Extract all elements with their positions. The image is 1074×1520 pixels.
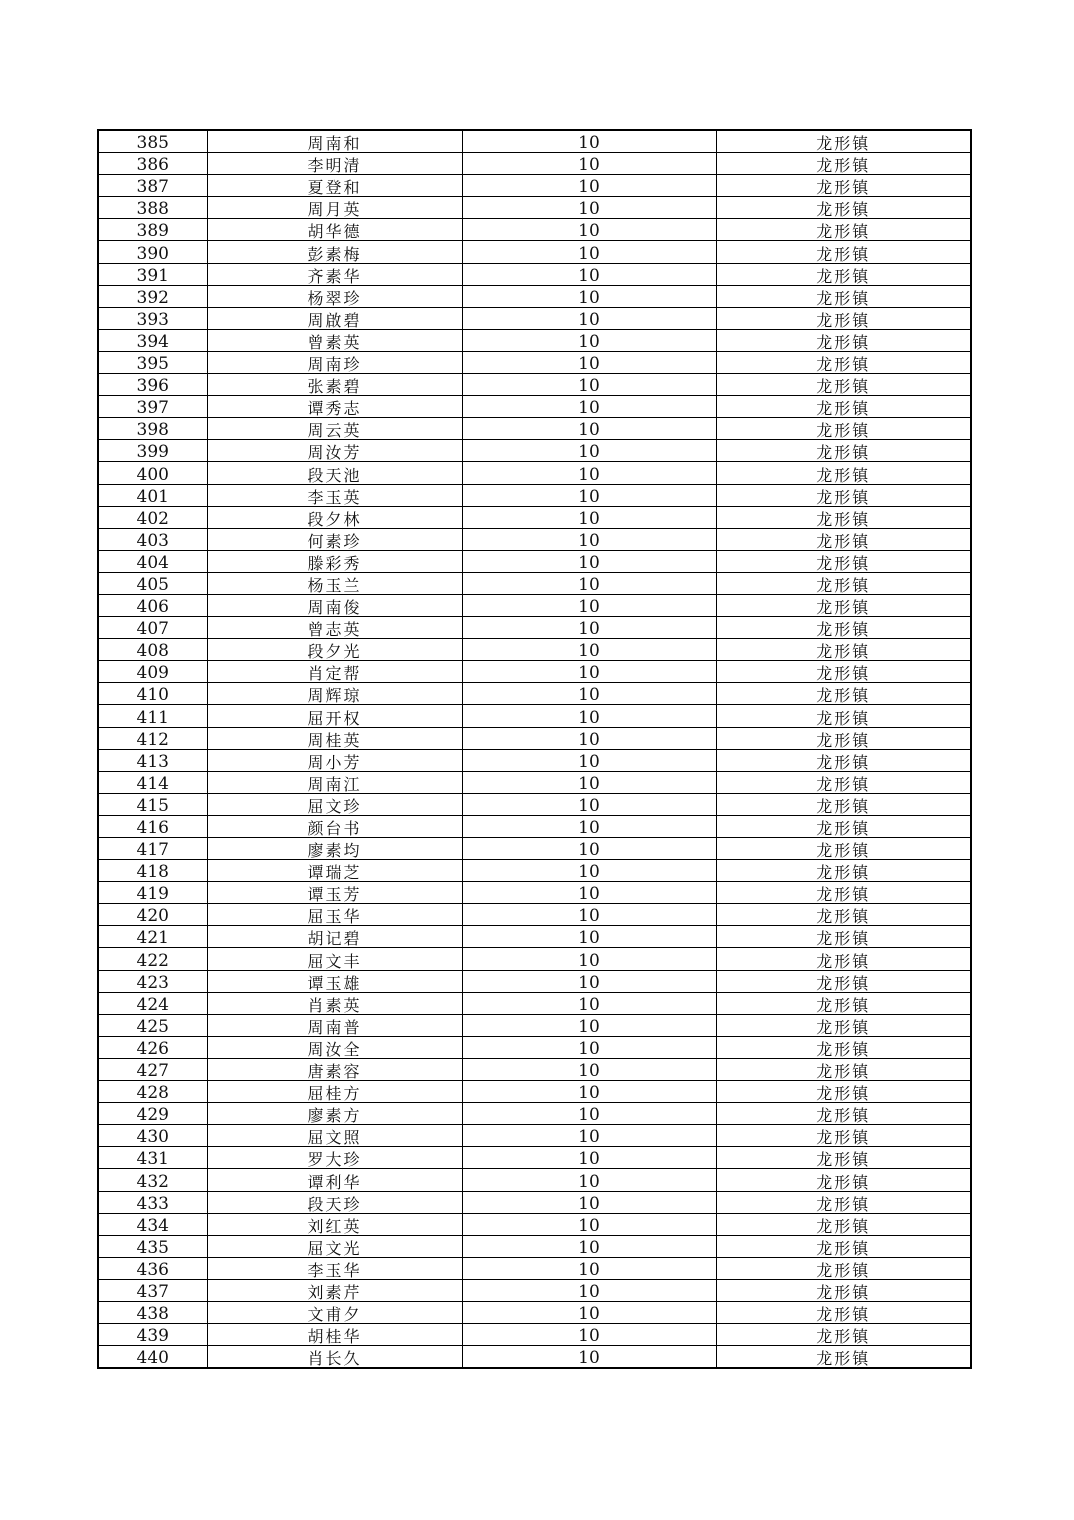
person-name-cell: 杨翠珍 <box>207 285 462 307</box>
table-row <box>98 1279 971 1301</box>
town-cell: 龙形镇 <box>716 197 971 219</box>
amount-cell: 10 <box>462 727 716 749</box>
person-name-cell: 罗大珍 <box>207 1147 462 1169</box>
town-cell: 龙形镇 <box>716 1213 971 1235</box>
person-name-cell: 文甫夕 <box>207 1301 462 1323</box>
amount-cell: 10 <box>462 793 716 815</box>
row-number-cell: 436 <box>98 1257 207 1279</box>
row-number-cell: 396 <box>98 374 207 396</box>
town-cell: 龙形镇 <box>716 285 971 307</box>
table-row <box>98 1301 971 1323</box>
town-cell: 龙形镇 <box>716 882 971 904</box>
table-row <box>98 1324 971 1346</box>
person-name-cell: 段天珍 <box>207 1191 462 1213</box>
row-number-cell: 404 <box>98 550 207 572</box>
person-name-cell: 唐素容 <box>207 1058 462 1080</box>
table-row <box>98 1103 971 1125</box>
amount-cell: 10 <box>462 307 716 329</box>
row-number-cell: 386 <box>98 153 207 175</box>
table-row <box>98 241 971 263</box>
person-name-cell: 刘素芹 <box>207 1279 462 1301</box>
amount-cell: 10 <box>462 882 716 904</box>
amount-cell: 10 <box>462 528 716 550</box>
town-cell: 龙形镇 <box>716 926 971 948</box>
table-row <box>98 130 971 153</box>
person-name-cell: 屈文照 <box>207 1125 462 1147</box>
amount-cell: 10 <box>462 617 716 639</box>
town-cell: 龙形镇 <box>716 1036 971 1058</box>
row-number-cell: 402 <box>98 506 207 528</box>
row-number-cell: 420 <box>98 904 207 926</box>
table-row <box>98 1058 971 1080</box>
amount-cell: 10 <box>462 749 716 771</box>
town-cell: 龙形镇 <box>716 838 971 860</box>
person-name-cell: 周小芳 <box>207 749 462 771</box>
table-row <box>98 727 971 749</box>
table-row <box>98 1147 971 1169</box>
table-row <box>98 926 971 948</box>
row-number-cell: 418 <box>98 860 207 882</box>
table-row <box>98 882 971 904</box>
table-row <box>98 815 971 837</box>
row-number-cell: 401 <box>98 484 207 506</box>
amount-cell: 10 <box>462 838 716 860</box>
amount-cell: 10 <box>462 948 716 970</box>
town-cell: 龙形镇 <box>716 219 971 241</box>
amount-cell: 10 <box>462 1147 716 1169</box>
town-cell: 龙形镇 <box>716 639 971 661</box>
person-name-cell: 颜台书 <box>207 815 462 837</box>
table-row <box>98 374 971 396</box>
row-number-cell: 390 <box>98 241 207 263</box>
table-row <box>98 418 971 440</box>
person-name-cell: 张素碧 <box>207 374 462 396</box>
person-name-cell: 曾志英 <box>207 617 462 639</box>
table-row <box>98 175 971 197</box>
amount-cell: 10 <box>462 484 716 506</box>
person-name-cell: 肖素英 <box>207 992 462 1014</box>
row-number-cell: 438 <box>98 1301 207 1323</box>
person-name-cell: 廖素方 <box>207 1103 462 1125</box>
row-number-cell: 427 <box>98 1058 207 1080</box>
table-row <box>98 904 971 926</box>
person-name-cell: 谭瑞芝 <box>207 860 462 882</box>
table-row <box>98 1169 971 1191</box>
row-number-cell: 437 <box>98 1279 207 1301</box>
town-cell: 龙形镇 <box>716 1346 971 1369</box>
table-row <box>98 970 971 992</box>
amount-cell: 10 <box>462 904 716 926</box>
amount-cell: 10 <box>462 1103 716 1125</box>
table-row <box>98 528 971 550</box>
town-cell: 龙形镇 <box>716 749 971 771</box>
town-cell: 龙形镇 <box>716 1235 971 1257</box>
town-cell: 龙形镇 <box>716 1301 971 1323</box>
row-number-cell: 395 <box>98 351 207 373</box>
town-cell: 龙形镇 <box>716 1169 971 1191</box>
town-cell: 龙形镇 <box>716 462 971 484</box>
person-name-cell: 何素珍 <box>207 528 462 550</box>
table-row <box>98 1125 971 1147</box>
town-cell: 龙形镇 <box>716 175 971 197</box>
row-number-cell: 430 <box>98 1125 207 1147</box>
row-number-cell: 403 <box>98 528 207 550</box>
amount-cell: 10 <box>462 175 716 197</box>
row-number-cell: 385 <box>98 130 207 153</box>
person-name-cell: 段天池 <box>207 462 462 484</box>
town-cell: 龙形镇 <box>716 815 971 837</box>
amount-cell: 10 <box>462 1036 716 1058</box>
amount-cell: 10 <box>462 661 716 683</box>
amount-cell: 10 <box>462 594 716 616</box>
table-row <box>98 617 971 639</box>
table-row <box>98 683 971 705</box>
row-number-cell: 412 <box>98 727 207 749</box>
table-row <box>98 197 971 219</box>
table-row <box>98 594 971 616</box>
amount-cell: 10 <box>462 1324 716 1346</box>
person-name-cell: 周南珍 <box>207 351 462 373</box>
row-number-cell: 398 <box>98 418 207 440</box>
person-name-cell: 彭素梅 <box>207 241 462 263</box>
table-row <box>98 1235 971 1257</box>
amount-cell: 10 <box>462 241 716 263</box>
person-name-cell: 谭利华 <box>207 1169 462 1191</box>
row-number-cell: 426 <box>98 1036 207 1058</box>
row-number-cell: 414 <box>98 771 207 793</box>
amount-cell: 10 <box>462 1191 716 1213</box>
table-row <box>98 329 971 351</box>
row-number-cell: 433 <box>98 1191 207 1213</box>
table-row <box>98 838 971 860</box>
row-number-cell: 422 <box>98 948 207 970</box>
row-number-cell: 400 <box>98 462 207 484</box>
row-number-cell: 387 <box>98 175 207 197</box>
town-cell: 龙形镇 <box>716 793 971 815</box>
row-number-cell: 391 <box>98 263 207 285</box>
row-number-cell: 411 <box>98 705 207 727</box>
row-number-cell: 439 <box>98 1324 207 1346</box>
table-row <box>98 219 971 241</box>
table-row <box>98 992 971 1014</box>
table-row <box>98 1213 971 1235</box>
town-cell: 龙形镇 <box>716 1103 971 1125</box>
person-name-cell: 李明清 <box>207 153 462 175</box>
town-cell: 龙形镇 <box>716 130 971 153</box>
person-name-cell: 段夕林 <box>207 506 462 528</box>
table-row <box>98 1346 971 1369</box>
row-number-cell: 389 <box>98 219 207 241</box>
person-name-cell: 周南江 <box>207 771 462 793</box>
row-number-cell: 424 <box>98 992 207 1014</box>
amount-cell: 10 <box>462 130 716 153</box>
person-name-cell: 周南和 <box>207 130 462 153</box>
amount-cell: 10 <box>462 329 716 351</box>
table-row <box>98 1257 971 1279</box>
amount-cell: 10 <box>462 396 716 418</box>
town-cell: 龙形镇 <box>716 263 971 285</box>
table-row <box>98 860 971 882</box>
amount-cell: 10 <box>462 1014 716 1036</box>
person-name-cell: 谭秀志 <box>207 396 462 418</box>
amount-cell: 10 <box>462 219 716 241</box>
person-name-cell: 齐素华 <box>207 263 462 285</box>
amount-cell: 10 <box>462 926 716 948</box>
row-number-cell: 397 <box>98 396 207 418</box>
person-name-cell: 周辉琼 <box>207 683 462 705</box>
row-number-cell: 399 <box>98 440 207 462</box>
row-number-cell: 417 <box>98 838 207 860</box>
table-row <box>98 948 971 970</box>
person-name-cell: 周云英 <box>207 418 462 440</box>
amount-cell: 10 <box>462 1346 716 1369</box>
town-cell: 龙形镇 <box>716 484 971 506</box>
town-cell: 龙形镇 <box>716 1014 971 1036</box>
amount-cell: 10 <box>462 860 716 882</box>
person-name-cell: 屈玉华 <box>207 904 462 926</box>
amount-cell: 10 <box>462 1279 716 1301</box>
person-name-cell: 周啟碧 <box>207 307 462 329</box>
person-name-cell: 屈文丰 <box>207 948 462 970</box>
person-name-cell: 滕彩秀 <box>207 550 462 572</box>
town-cell: 龙形镇 <box>716 948 971 970</box>
person-name-cell: 李玉英 <box>207 484 462 506</box>
amount-cell: 10 <box>462 683 716 705</box>
amount-cell: 10 <box>462 1125 716 1147</box>
table-row <box>98 1036 971 1058</box>
town-cell: 龙形镇 <box>716 1147 971 1169</box>
town-cell: 龙形镇 <box>716 860 971 882</box>
town-cell: 龙形镇 <box>716 683 971 705</box>
table-row <box>98 771 971 793</box>
row-number-cell: 388 <box>98 197 207 219</box>
amount-cell: 10 <box>462 440 716 462</box>
person-name-cell: 周月英 <box>207 197 462 219</box>
town-cell: 龙形镇 <box>716 153 971 175</box>
town-cell: 龙形镇 <box>716 727 971 749</box>
roster-table-body <box>98 130 971 1368</box>
row-number-cell: 393 <box>98 307 207 329</box>
amount-cell: 10 <box>462 285 716 307</box>
town-cell: 龙形镇 <box>716 528 971 550</box>
row-number-cell: 428 <box>98 1081 207 1103</box>
row-number-cell: 410 <box>98 683 207 705</box>
roster-table <box>97 129 972 1369</box>
person-name-cell: 周汝全 <box>207 1036 462 1058</box>
town-cell: 龙形镇 <box>716 440 971 462</box>
person-name-cell: 段夕光 <box>207 639 462 661</box>
table-row <box>98 661 971 683</box>
row-number-cell: 440 <box>98 1346 207 1369</box>
town-cell: 龙形镇 <box>716 351 971 373</box>
town-cell: 龙形镇 <box>716 572 971 594</box>
town-cell: 龙形镇 <box>716 307 971 329</box>
person-name-cell: 谭玉芳 <box>207 882 462 904</box>
person-name-cell: 肖定帮 <box>207 661 462 683</box>
row-number-cell: 406 <box>98 594 207 616</box>
person-name-cell: 刘红英 <box>207 1213 462 1235</box>
row-number-cell: 429 <box>98 1103 207 1125</box>
person-name-cell: 胡华德 <box>207 219 462 241</box>
row-number-cell: 425 <box>98 1014 207 1036</box>
person-name-cell: 周南普 <box>207 1014 462 1036</box>
amount-cell: 10 <box>462 1058 716 1080</box>
town-cell: 龙形镇 <box>716 1058 971 1080</box>
amount-cell: 10 <box>462 374 716 396</box>
amount-cell: 10 <box>462 153 716 175</box>
amount-cell: 10 <box>462 462 716 484</box>
town-cell: 龙形镇 <box>716 992 971 1014</box>
town-cell: 龙形镇 <box>716 241 971 263</box>
row-number-cell: 407 <box>98 617 207 639</box>
person-name-cell: 曾素英 <box>207 329 462 351</box>
table-row <box>98 1014 971 1036</box>
amount-cell: 10 <box>462 1235 716 1257</box>
amount-cell: 10 <box>462 705 716 727</box>
table-row <box>98 572 971 594</box>
table-row <box>98 793 971 815</box>
table-row <box>98 440 971 462</box>
town-cell: 龙形镇 <box>716 1191 971 1213</box>
amount-cell: 10 <box>462 550 716 572</box>
table-row <box>98 705 971 727</box>
person-name-cell: 胡记碧 <box>207 926 462 948</box>
person-name-cell: 屈开权 <box>207 705 462 727</box>
amount-cell: 10 <box>462 1169 716 1191</box>
table-row <box>98 307 971 329</box>
person-name-cell: 廖素均 <box>207 838 462 860</box>
person-name-cell: 周南俊 <box>207 594 462 616</box>
person-name-cell: 肖长久 <box>207 1346 462 1369</box>
town-cell: 龙形镇 <box>716 1324 971 1346</box>
town-cell: 龙形镇 <box>716 705 971 727</box>
town-cell: 龙形镇 <box>716 1125 971 1147</box>
town-cell: 龙形镇 <box>716 617 971 639</box>
amount-cell: 10 <box>462 506 716 528</box>
row-number-cell: 408 <box>98 639 207 661</box>
row-number-cell: 431 <box>98 1147 207 1169</box>
table-row <box>98 1081 971 1103</box>
amount-cell: 10 <box>462 572 716 594</box>
amount-cell: 10 <box>462 263 716 285</box>
town-cell: 龙形镇 <box>716 374 971 396</box>
row-number-cell: 392 <box>98 285 207 307</box>
town-cell: 龙形镇 <box>716 329 971 351</box>
person-name-cell: 周汝芳 <box>207 440 462 462</box>
town-cell: 龙形镇 <box>716 418 971 440</box>
row-number-cell: 413 <box>98 749 207 771</box>
amount-cell: 10 <box>462 771 716 793</box>
amount-cell: 10 <box>462 1213 716 1235</box>
row-number-cell: 394 <box>98 329 207 351</box>
table-row <box>98 351 971 373</box>
table-row <box>98 1191 971 1213</box>
town-cell: 龙形镇 <box>716 771 971 793</box>
town-cell: 龙形镇 <box>716 550 971 572</box>
town-cell: 龙形镇 <box>716 1257 971 1279</box>
row-number-cell: 415 <box>98 793 207 815</box>
table-row <box>98 396 971 418</box>
amount-cell: 10 <box>462 197 716 219</box>
table-row <box>98 484 971 506</box>
person-name-cell: 夏登和 <box>207 175 462 197</box>
row-number-cell: 416 <box>98 815 207 837</box>
row-number-cell: 423 <box>98 970 207 992</box>
table-row <box>98 506 971 528</box>
table-row <box>98 550 971 572</box>
amount-cell: 10 <box>462 1081 716 1103</box>
person-name-cell: 屈文光 <box>207 1235 462 1257</box>
town-cell: 龙形镇 <box>716 661 971 683</box>
table-row <box>98 285 971 307</box>
row-number-cell: 405 <box>98 572 207 594</box>
table-row <box>98 639 971 661</box>
town-cell: 龙形镇 <box>716 1279 971 1301</box>
row-number-cell: 434 <box>98 1213 207 1235</box>
person-name-cell: 屈文珍 <box>207 793 462 815</box>
amount-cell: 10 <box>462 815 716 837</box>
town-cell: 龙形镇 <box>716 970 971 992</box>
amount-cell: 10 <box>462 1257 716 1279</box>
amount-cell: 10 <box>462 639 716 661</box>
person-name-cell: 李玉华 <box>207 1257 462 1279</box>
amount-cell: 10 <box>462 351 716 373</box>
row-number-cell: 421 <box>98 926 207 948</box>
town-cell: 龙形镇 <box>716 904 971 926</box>
town-cell: 龙形镇 <box>716 396 971 418</box>
table-row <box>98 749 971 771</box>
row-number-cell: 419 <box>98 882 207 904</box>
person-name-cell: 杨玉兰 <box>207 572 462 594</box>
row-number-cell: 435 <box>98 1235 207 1257</box>
town-cell: 龙形镇 <box>716 594 971 616</box>
amount-cell: 10 <box>462 1301 716 1323</box>
person-name-cell: 谭玉雄 <box>207 970 462 992</box>
town-cell: 龙形镇 <box>716 1081 971 1103</box>
amount-cell: 10 <box>462 992 716 1014</box>
row-number-cell: 432 <box>98 1169 207 1191</box>
table-row <box>98 153 971 175</box>
row-number-cell: 409 <box>98 661 207 683</box>
person-name-cell: 胡桂华 <box>207 1324 462 1346</box>
amount-cell: 10 <box>462 418 716 440</box>
table-row <box>98 263 971 285</box>
table-row <box>98 462 971 484</box>
person-name-cell: 屈桂方 <box>207 1081 462 1103</box>
amount-cell: 10 <box>462 970 716 992</box>
town-cell: 龙形镇 <box>716 506 971 528</box>
person-name-cell: 周桂英 <box>207 727 462 749</box>
